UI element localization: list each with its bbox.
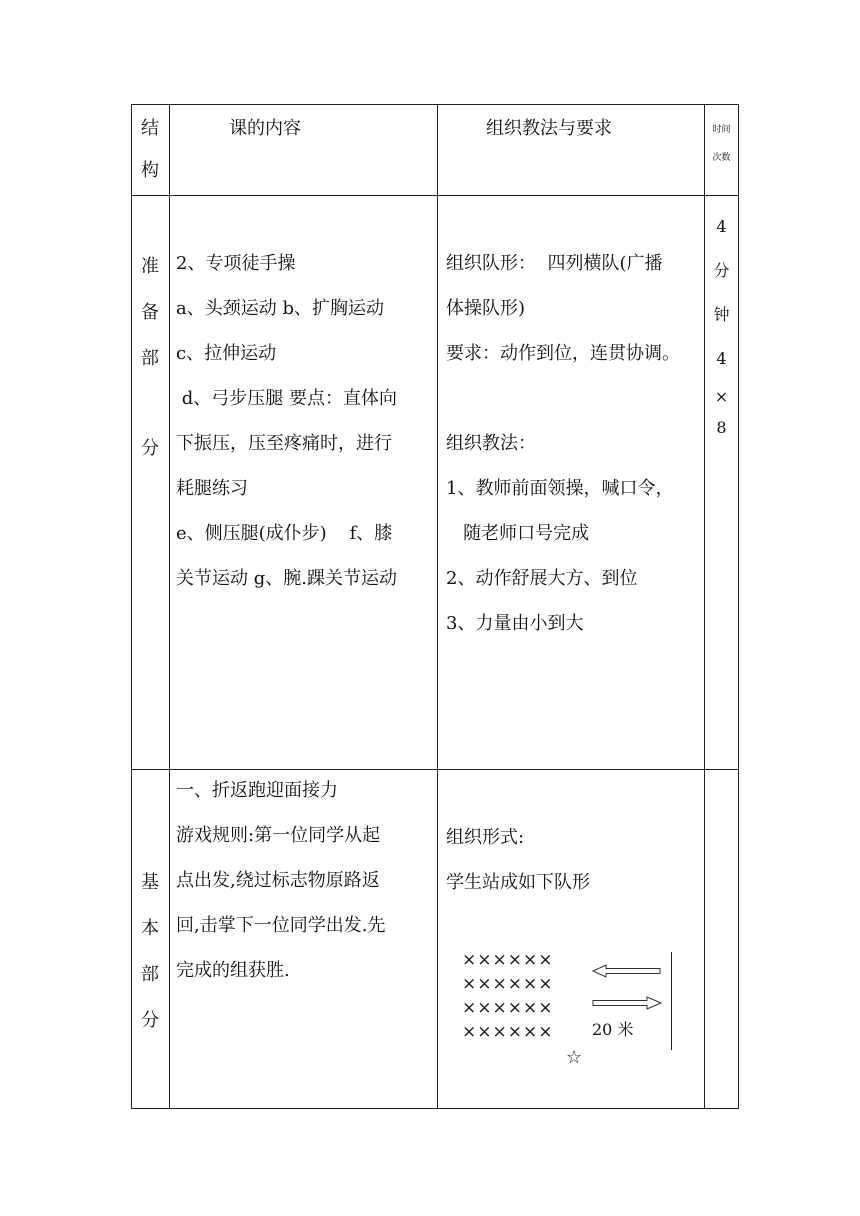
basic-content-line: 完成的组获胜. — [176, 960, 290, 981]
basic-content-line: 一、折返跑迎面接力 — [176, 780, 338, 801]
prep-time-char: 4 — [716, 349, 727, 368]
table-col-divider-1 — [169, 104, 170, 1109]
prep-content-line: c、拉伸运动 — [176, 343, 277, 364]
formation-row: ×××××× — [462, 998, 554, 1018]
prep-method — [446, 241, 680, 646]
prep-content-line: 2、专项徒手操 — [176, 253, 296, 274]
prep-content-line: 下振压，压至疼痛时，进行 — [176, 433, 392, 454]
prep-method-line: 2、动作舒展大方、到位 — [446, 568, 638, 589]
prep-time — [705, 205, 738, 443]
prep-method-line: 3、力量由小到大 — [446, 613, 584, 634]
header-structure — [131, 108, 169, 192]
basic-method-line: 学生站成如下队形 — [446, 872, 590, 893]
prep-content — [176, 241, 397, 601]
basic-content — [176, 768, 385, 993]
table-border-top — [131, 104, 739, 105]
table-border-right — [738, 104, 739, 1109]
formation-diagram — [462, 948, 692, 1078]
prep-time-char: × — [714, 387, 729, 406]
prep-structure — [131, 244, 169, 472]
prep-content-line: 耗腿练习 — [176, 478, 248, 499]
table-col-divider-2 — [437, 104, 438, 1109]
prep-method-line: 体操队形) — [446, 298, 526, 319]
prep-method-line: 随老师口号完成 — [446, 523, 590, 544]
basic-structure-char: 基 — [141, 872, 159, 893]
header-structure-char: 构 — [141, 160, 159, 181]
header-structure-char: 结 — [141, 118, 159, 139]
table-border-bottom — [131, 1108, 739, 1109]
prep-time-char: 分 — [713, 261, 730, 280]
prep-method-line: 组织教法： — [446, 433, 536, 454]
header-time-line: 次数 — [712, 153, 731, 163]
basic-method-line: 组织形式: — [446, 827, 525, 848]
prep-method-line — [446, 376, 680, 421]
header-method: 组织教法与要求 — [486, 118, 612, 139]
return-arrow-icon — [592, 964, 662, 978]
distance-label: 20 米 — [592, 1020, 634, 1039]
basic-content-line: 回,击掌下一位同学出发.先 — [176, 915, 386, 936]
basic-structure-char: 本 — [141, 918, 159, 939]
basic-content-line: 点出发,绕过标志物原路返 — [176, 870, 380, 891]
header-content: 课的内容 — [229, 118, 301, 139]
prep-time-char: 4 — [716, 217, 727, 236]
basic-structure-char: 部 — [141, 964, 159, 985]
prep-structure-char: 分 — [141, 438, 159, 459]
header-time — [705, 116, 738, 172]
prep-content-line: d、弓步压腿 要点：直体向 — [176, 388, 397, 409]
prep-content-line: 关节运动 g、腕.踝关节运动 — [176, 568, 397, 589]
prep-method-line: 组织队形： 四列横队(广播 — [446, 253, 663, 274]
prep-time-char: 钟 — [713, 305, 730, 324]
formation-row: ×××××× — [462, 974, 554, 994]
teacher-star-icon: ☆ — [566, 1047, 583, 1068]
prep-structure-char: 部 — [141, 348, 159, 369]
basic-content-line: 游戏规则:第一位同学从起 — [176, 825, 381, 846]
prep-structure-char: 备 — [141, 302, 159, 323]
formation-row: ×××××× — [462, 950, 554, 970]
basic-structure-char: 分 — [141, 1010, 159, 1031]
table-row-divider-1 — [131, 195, 739, 196]
prep-method-line: 要求：动作到位，连贯协调。 — [446, 343, 680, 364]
prep-time-char: 8 — [716, 418, 727, 437]
prep-structure-char: 准 — [141, 256, 159, 277]
prep-method-line: 1、教师前面领操，喊口令， — [446, 478, 674, 499]
basic-method — [446, 815, 590, 905]
end-line — [671, 952, 672, 1050]
formation-row: ×××××× — [462, 1022, 554, 1042]
basic-structure — [131, 860, 169, 1044]
header-time-line: 时间 — [712, 125, 731, 135]
go-arrow-icon — [592, 996, 662, 1010]
prep-content-line: a、头颈运动 b、扩胸运动 — [176, 298, 384, 319]
prep-content-line: e、侧压腿(成仆步) f、膝 — [176, 523, 393, 544]
